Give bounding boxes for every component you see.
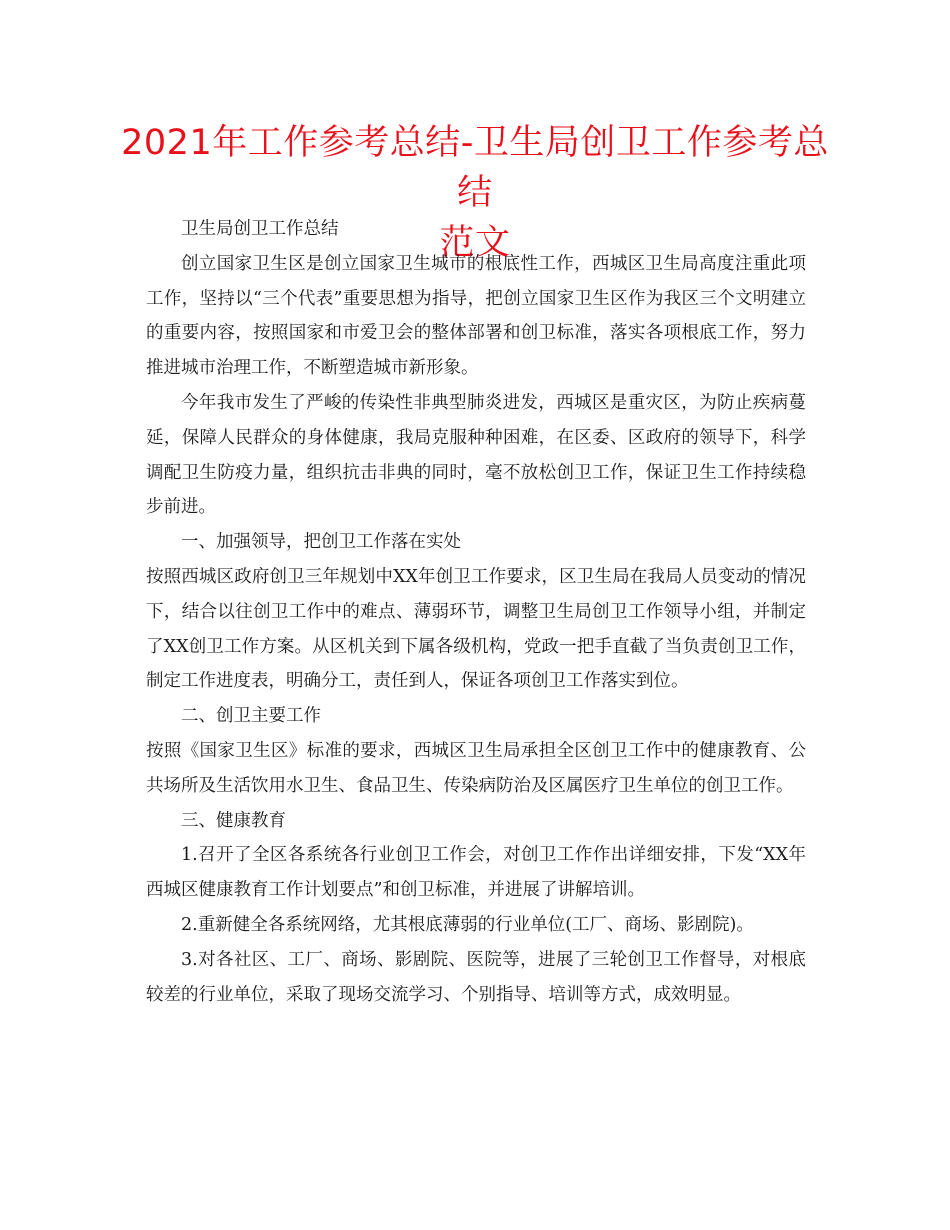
list-item-1: 1.召开了全区各系统各行业创卫工作会，对创卫工作作出详细安排，下发“XX年西城区健康教育工作计划要点”和创卫标准，并进展了讲解培训。 [146,845,806,901]
subtitle-paragraph: 卫生局创卫工作总结 [181,219,339,239]
section-2-paragraph: 按照《国家卫生区》标准的要求，西城区卫生局承担全区创卫工作中的健康教育、公共场所及生活饮用水卫生、食品卫生、传染病防治及区属医疗卫生单位的创卫工作。 [146,740,806,796]
document-body [146,212,806,1012]
list-item-2: 2.重新健全各系统网络，尤其根底薄弱的行业单位(工厂、商场、影剧院)。 [181,914,754,935]
section-1-paragraph: 按照西城区政府创卫三年规划中XX年创卫工作要求，区卫生局在我局人员变动的情况下，结合以往创卫工作中的难点、薄弱环节，调整卫生局创卫工作领导小组，并制定了XX创卫工作方案。从区机关到下属各级机构，党政一把手直截了当负责创卫工作，制定工作进度表，明确分工，责任到人，保证各项创卫工作落实到位。 [146,566,806,692]
title-line-2: 范文 [439,223,511,263]
section-heading-2: 二、创卫主要工作 [181,706,321,727]
title-line-1: 2021年工作参考总结-卫生局创卫工作参考总结 [121,123,829,213]
section-heading-1: 一、加强领导，把创卫工作落在实处 [181,532,461,553]
section-heading-3: 三、健康教育 [181,810,286,831]
background-paragraph: 今年我市发生了严峻的传染性非典型肺炎进发，西城区是重灾区，为防止疾病蔓延，保障人民群众的身体健康，我局克服种种困难，在区委、区政府的领导下，科学调配卫生防疫力量，组织抗击非典的同时，毫不放松创卫工作，保证卫生工作持续稳步前进。 [146,392,806,518]
list-item-3: 3.对各社区、工厂、商场、影剧院、医院等，进展了三轮创卫工作督导，对根底较差的行业单位，采取了现场交流学习、个别指导、培训等方式，成效明显。 [146,949,806,1005]
intro-paragraph: 创立国家卫生区是创立国家卫生城市的根底性工作，西城区卫生局高度注重此项工作，坚持以“三个代表”重要思想为指导，把创立国家卫生区作为我区三个文明建立的重要内容，按照国家和市爱卫会的整体部署和创卫标准，落实各项根底工作，努力推进城市治理工作，不断塑造城市新形象。 [146,253,806,379]
